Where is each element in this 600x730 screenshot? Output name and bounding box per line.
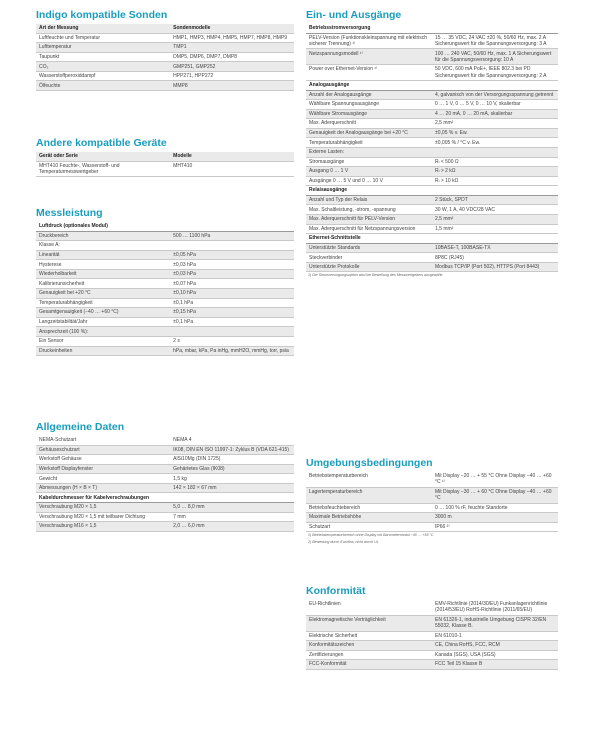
spec-value: Mit Display −30 … + 60 °C Ohne Display −40 … +60 °C [432,487,558,503]
table-row [306,615,558,631]
spec-label: Wählbare Stromausgänge [306,109,432,119]
spec-value: 4 … 20 mA, 0 … 20 mA, skalierbar [432,109,558,119]
spec-table [306,472,558,532]
spec-value: MMP8 [170,81,294,91]
table-subheading-row [36,222,294,231]
spec-table [36,222,294,356]
footnote: 1) Die Stromversorgungsoption wird bei Bestellung des Messwertgebers ausgewählt. [308,273,444,278]
spec-value: HPP271, HPP272 [173,73,214,80]
spec-value: ±0,15 hPa [170,308,294,318]
spec-value: EMV-Richtlinie (2014/30/EU) Funkanlagenrichtlinie (2014/53/EU) RoHS-Richtlinie (2011/65/EU) [435,601,548,614]
spec-value: HMP1, HMP3, HMP4, HMP5, HMP7, HMP8, HMP9 [173,34,288,41]
table-row [306,176,558,186]
spec-value: 2 Stück, SPDT [432,195,558,205]
spec-table [306,24,558,272]
spec-value: hPa, mbar, kPa, Pa inHg, mmH2O, mmHg, torr, psia [170,346,294,356]
spec-label: Ethernet-Schnittstelle [306,234,432,244]
table-row [36,33,294,43]
spec-value: 30 W, 1 A, 40 VDC/28 VAC [435,206,495,213]
spec-label: Druckeinheiten [36,346,170,356]
spec-label: Lagertemperaturbereich [306,487,432,503]
spec-value: Rₗ > 2 kΩ [432,167,558,177]
spec-table [36,436,294,532]
table-row [306,472,558,487]
spec-value: 100 … 240 VAC, 50/60 Hz, max. 1 A Sicherungswert für die Spannungsversorgung: 10 A [432,49,558,65]
spec-label: Genauigkeit der Analogausgänge bei +20 °C [306,128,432,138]
spec-value: IK08, DIN EN ISO 11997-1: Zyklus B (VDA 621-415) [170,445,294,455]
table-subheading-row [306,234,558,244]
spec-value: 7 mm [173,513,186,520]
spec-label: Maximale Betriebshöhe [306,513,432,523]
section-allgemeine-daten [36,420,294,532]
section-ein-und-ausga-nge [306,8,558,279]
spec-value: Rₗ < 500 Ω [435,158,459,165]
spec-value: Modelle [170,152,294,161]
spec-value: 500 … 1100 hPa [170,231,294,241]
table-row [36,241,294,251]
section-andere-kompatible-gera-te [36,136,294,177]
table-row [36,289,294,299]
spec-value: Rₗ > 10 kΩ [435,177,459,184]
spec-label: Langzeitstabilität/Jahr [39,318,88,325]
spec-value: ±0,10 hPa [170,289,294,299]
table-row [306,195,558,205]
table-row [36,71,294,81]
spec-value: Sondenmodelle [170,24,294,33]
spec-label: Anzahl und Typ der Relais [306,195,432,205]
table-row [36,503,294,513]
table-row [306,600,558,615]
table-row [36,260,294,270]
table-row [306,119,558,129]
spec-value: 2,5 mm² [435,120,454,127]
spec-value: IP66 ²⁾ [435,523,450,530]
table-row [36,512,294,522]
spec-label: Temperaturabhängigkeit [39,299,93,306]
spec-label: Zertifizierungen [309,651,344,658]
footnote: 2) Bewertung durch Eurofins, nicht durch UL [308,540,379,545]
spec-label: Verschraubung M16 × 1,5 [36,522,170,532]
spec-label: PELV-Version (Funktionskleinspannung mit elektrisch sicherer Trennung) ¹⁾ [309,34,428,47]
table-subheading-row [36,493,294,503]
spec-label: Werkstoff Displayfenster [36,464,170,474]
spec-label: Verschraubung M20 × 1,5 [36,503,170,513]
spec-value: ±0,1 hPa [173,318,194,325]
spec-value: DMP5, DMP6, DMP7, DMP8 [173,53,238,60]
table-row [36,436,294,445]
section-title: Allgemeine Daten [36,421,125,433]
spec-value: 4, galvanisch von der Versorgungsspannung getrennt [432,90,558,100]
spec-label: Taupunkt [39,53,60,60]
table-row [306,157,558,167]
spec-value [170,241,294,251]
spec-label: Netzspannungsmodell ¹⁾ [306,49,432,65]
table-row [36,52,294,62]
spec-label: Temperaturabhängigkeit [309,139,363,146]
table-row [36,298,294,308]
spec-value [432,186,558,196]
table-row [36,455,294,465]
spec-label: EU-Richtlinien [309,601,341,608]
spec-label: Gesamtgenauigkeit (−40 … +60 °C) [36,308,170,318]
table-row [306,33,558,49]
spec-value [170,493,294,503]
spec-value [170,327,294,337]
table-row [306,147,558,157]
spec-label: Kabeldurchmesser für Kabelverschraubungen [36,493,170,503]
spec-value: 0 … 1 V, 0 … 5 V, 0 … 10 V, skalierbar [435,101,521,108]
spec-label: Luftfeuchte und Temperatur [39,34,101,41]
table-row [36,445,294,455]
spec-value: AlSi10Mg (DIN 1725) [173,456,221,463]
section-konformita-t [306,584,558,670]
spec-value [432,147,558,157]
spec-label: Unterstützte Protokolle [306,262,432,272]
table-row [306,650,558,660]
section-indigo-kompatible-sonden [36,8,294,91]
spec-value: ±0,005 % / °C v. Ew. [435,139,481,146]
spec-value [432,24,558,33]
spec-label: Werkstoff Gehäuse [39,456,82,463]
section-title: Andere kompatible Geräte [36,137,167,149]
table-row [306,631,558,641]
spec-label: Ansprechzeit (100 %): [36,327,170,337]
spec-value: ±0,03 hPa [170,269,294,279]
spec-value [432,80,558,90]
spec-label: Ölfeuchte [36,81,170,91]
table-row [36,43,294,53]
spec-label: Max. Aderquerschnitt für PELV-Version [306,215,432,225]
spec-value: Modbus TCP/IP (Port 502), HTTPS (Port 8443) [432,262,558,272]
table-row [306,660,558,670]
table-row [36,62,294,72]
spec-label: Anzahl der Analogausgänge [306,90,432,100]
section-title: Konformität [306,585,366,597]
spec-label: Lufttemperatur [36,43,170,53]
table-row [306,215,558,225]
spec-label: Klasse A: [39,242,60,249]
spec-value: EN 61010-1 [435,632,462,639]
spec-label: Max. Aderquerschnitt für Netzspannungsversion [309,225,416,232]
table-row [36,522,294,532]
spec-value: EN 61326-1, industrielle Umgebung CISPR 32/EN 55032, Klasse B. [432,615,558,631]
spec-table [36,24,294,91]
table-row [36,269,294,279]
table-row [306,503,558,513]
table-row [36,279,294,289]
table-row [36,231,294,241]
table-row [306,167,558,177]
table-row [36,317,294,327]
table-row [36,336,294,346]
spec-label: Ein Sensor [39,338,64,345]
spec-value: 142 × 182 × 67 mm [170,483,294,493]
spec-label: Max. Schaltleistung, -strom, -spannung [309,206,396,213]
spec-value: 3000 m [432,513,558,523]
spec-label: Max. Aderquerschnitt [309,120,356,127]
spec-value: TMP1 [170,43,294,53]
table-subheading-row [306,80,558,90]
spec-value: MHT410 [173,162,193,169]
table-row [306,100,558,110]
spec-label: Verschraubung M20 × 1,5 mit teilbarer Dichtung [39,513,146,520]
section-title: Messleistung [36,207,103,219]
spec-value: ±0,05 % v. Ew. [432,128,558,138]
spec-label: FCC-Konformität [306,660,432,670]
table-row [306,49,558,65]
spec-label: Unterstützte Standards [306,243,432,253]
spec-label: Art der Messung [36,24,170,33]
spec-value: CE, China RoHS, FCC, RCM [432,641,558,651]
spec-label: Stromausgänge [309,158,345,165]
section-umgebungsbedingungen [306,456,558,546]
table-row [306,487,558,503]
spec-label: Wählbare Spannungsausgänge [309,101,380,108]
spec-label: Kalibrierunsicherheit [39,280,85,287]
spec-label: Druckbereich [36,231,170,241]
spec-value [170,222,294,231]
table-row [306,253,558,263]
spec-label: Gewicht [39,475,58,482]
spec-value: NEMA 4 [173,437,192,444]
table-row [306,513,558,523]
spec-value: 1,5 kg [173,475,187,482]
table-row [36,161,294,177]
footnote: 1) Betriebstemperaturbereich ohne Display mit Barometermodul −40 … +55 °C [308,533,434,538]
table-row [306,205,558,215]
table-row [306,109,558,119]
spec-value: 8P8C (RJ45) [435,254,464,261]
spec-label: Relaisausgänge [306,186,432,196]
table-header-row [36,152,294,161]
spec-label: Genauigkeit bei +20 °C [36,289,170,299]
spec-value [432,234,558,244]
spec-label: Ausgang 0 … 1 V [306,167,432,177]
spec-label: Linearität [36,250,170,260]
spec-value: ±0,07 hPa [173,280,196,287]
spec-value: 1,5 mm² [435,225,454,232]
spec-value: ±0,1 hPa [173,299,194,306]
table-row [36,346,294,356]
spec-label: Gerät oder Serie [36,152,170,161]
spec-label: CO₂ [36,62,170,72]
spec-label: Betriebsstromversorgung [306,24,432,33]
table-row [36,474,294,484]
spec-label: NEMA-Schutzart [39,437,77,444]
table-row [36,81,294,91]
spec-table [306,600,558,670]
table-row [306,522,558,532]
section-title: Umgebungsbedingungen [306,457,433,469]
table-row [306,65,558,81]
spec-value: 10BASE-T, 100BASE-TX [432,243,558,253]
spec-label: Schutzart [309,523,331,530]
spec-label: Analogausgänge [306,80,432,90]
spec-label: Wasserstoffperoxiddampf [39,73,96,80]
spec-value: Mit Display −20 … + 55 °C Ohne Display −40 … +60 °C ¹⁾ [435,473,552,486]
spec-label: Konformitätszeichen [306,641,432,651]
table-row [36,308,294,318]
spec-table [36,152,294,177]
spec-value: ±0,03 hPa [173,261,196,268]
spec-value: Gehärtetes Glas (IK08) [170,464,294,474]
spec-label: Externe Lasten: [306,147,432,157]
spec-label: Betriebstemperaturbereich [309,473,368,480]
spec-value: Kanada (SGS), USA (SGS) [435,651,496,658]
table-row [306,128,558,138]
spec-label: Power over Ethernet-Version ¹⁾ [309,66,378,73]
spec-value: 2,0 … 6,0 mm [170,522,294,532]
table-row [306,224,558,234]
table-row [306,262,558,272]
spec-label: MHT410 Feuchte-, Wasserstoff- und Temperaturmesswertgeber [39,162,120,175]
spec-label: Hysterese [39,261,62,268]
spec-label: Elektrische Sicherheit [309,632,358,639]
table-row [306,138,558,148]
table-row [306,90,558,100]
spec-value: 0 … 100 % rF, feuchte Standorte [435,504,508,511]
spec-value: ±0,05 hPa [170,250,294,260]
section-messleistung [36,206,294,356]
spec-value: 50 VDC, 600 mA PoE+, IEEE 802.3 bei PD Sicherungswert für die Spannungsversorgung: 2 A [435,66,547,79]
section-title: Ein- und Ausgänge [306,9,402,21]
spec-label: Gehäuseschutzart [36,445,170,455]
spec-label: Abmessungen (H × B × T) [36,483,170,493]
spec-value: 15 … 35 VDC, 24 VAC ±20 %, 50/60 Hz, max. 2 A Sicherungswert für die Spannungsversorgung: 3 A [435,34,547,47]
table-header-row [36,24,294,33]
spec-value: 2 s [173,338,180,345]
table-row [306,641,558,651]
spec-label: Luftdruck (optionales Modul) [36,222,170,231]
spec-value: 2,5 mm² [432,215,558,225]
spec-value: FCC Teil 15 Klasse B [432,660,558,670]
spec-label: Steckverbinder [309,254,343,261]
spec-label: Betriebsfeuchtebereich [309,504,361,511]
spec-value: GMP251, GMP252 [170,62,294,72]
spec-label: Wiederholbarkeit [36,269,170,279]
spec-label: Elektromagnetische Verträglichkeit [306,615,432,631]
spec-value: 5,0 … 8,0 mm [170,503,294,513]
section-title: Indigo kompatible Sonden [36,9,168,21]
table-subheading-row [306,24,558,33]
table-row [36,327,294,337]
table-row [306,243,558,253]
table-subheading-row [306,186,558,196]
table-row [36,464,294,474]
table-row [36,250,294,260]
spec-label: Ausgänge 0 … 5 V und 0 … 10 V [309,177,383,184]
table-row [36,483,294,493]
